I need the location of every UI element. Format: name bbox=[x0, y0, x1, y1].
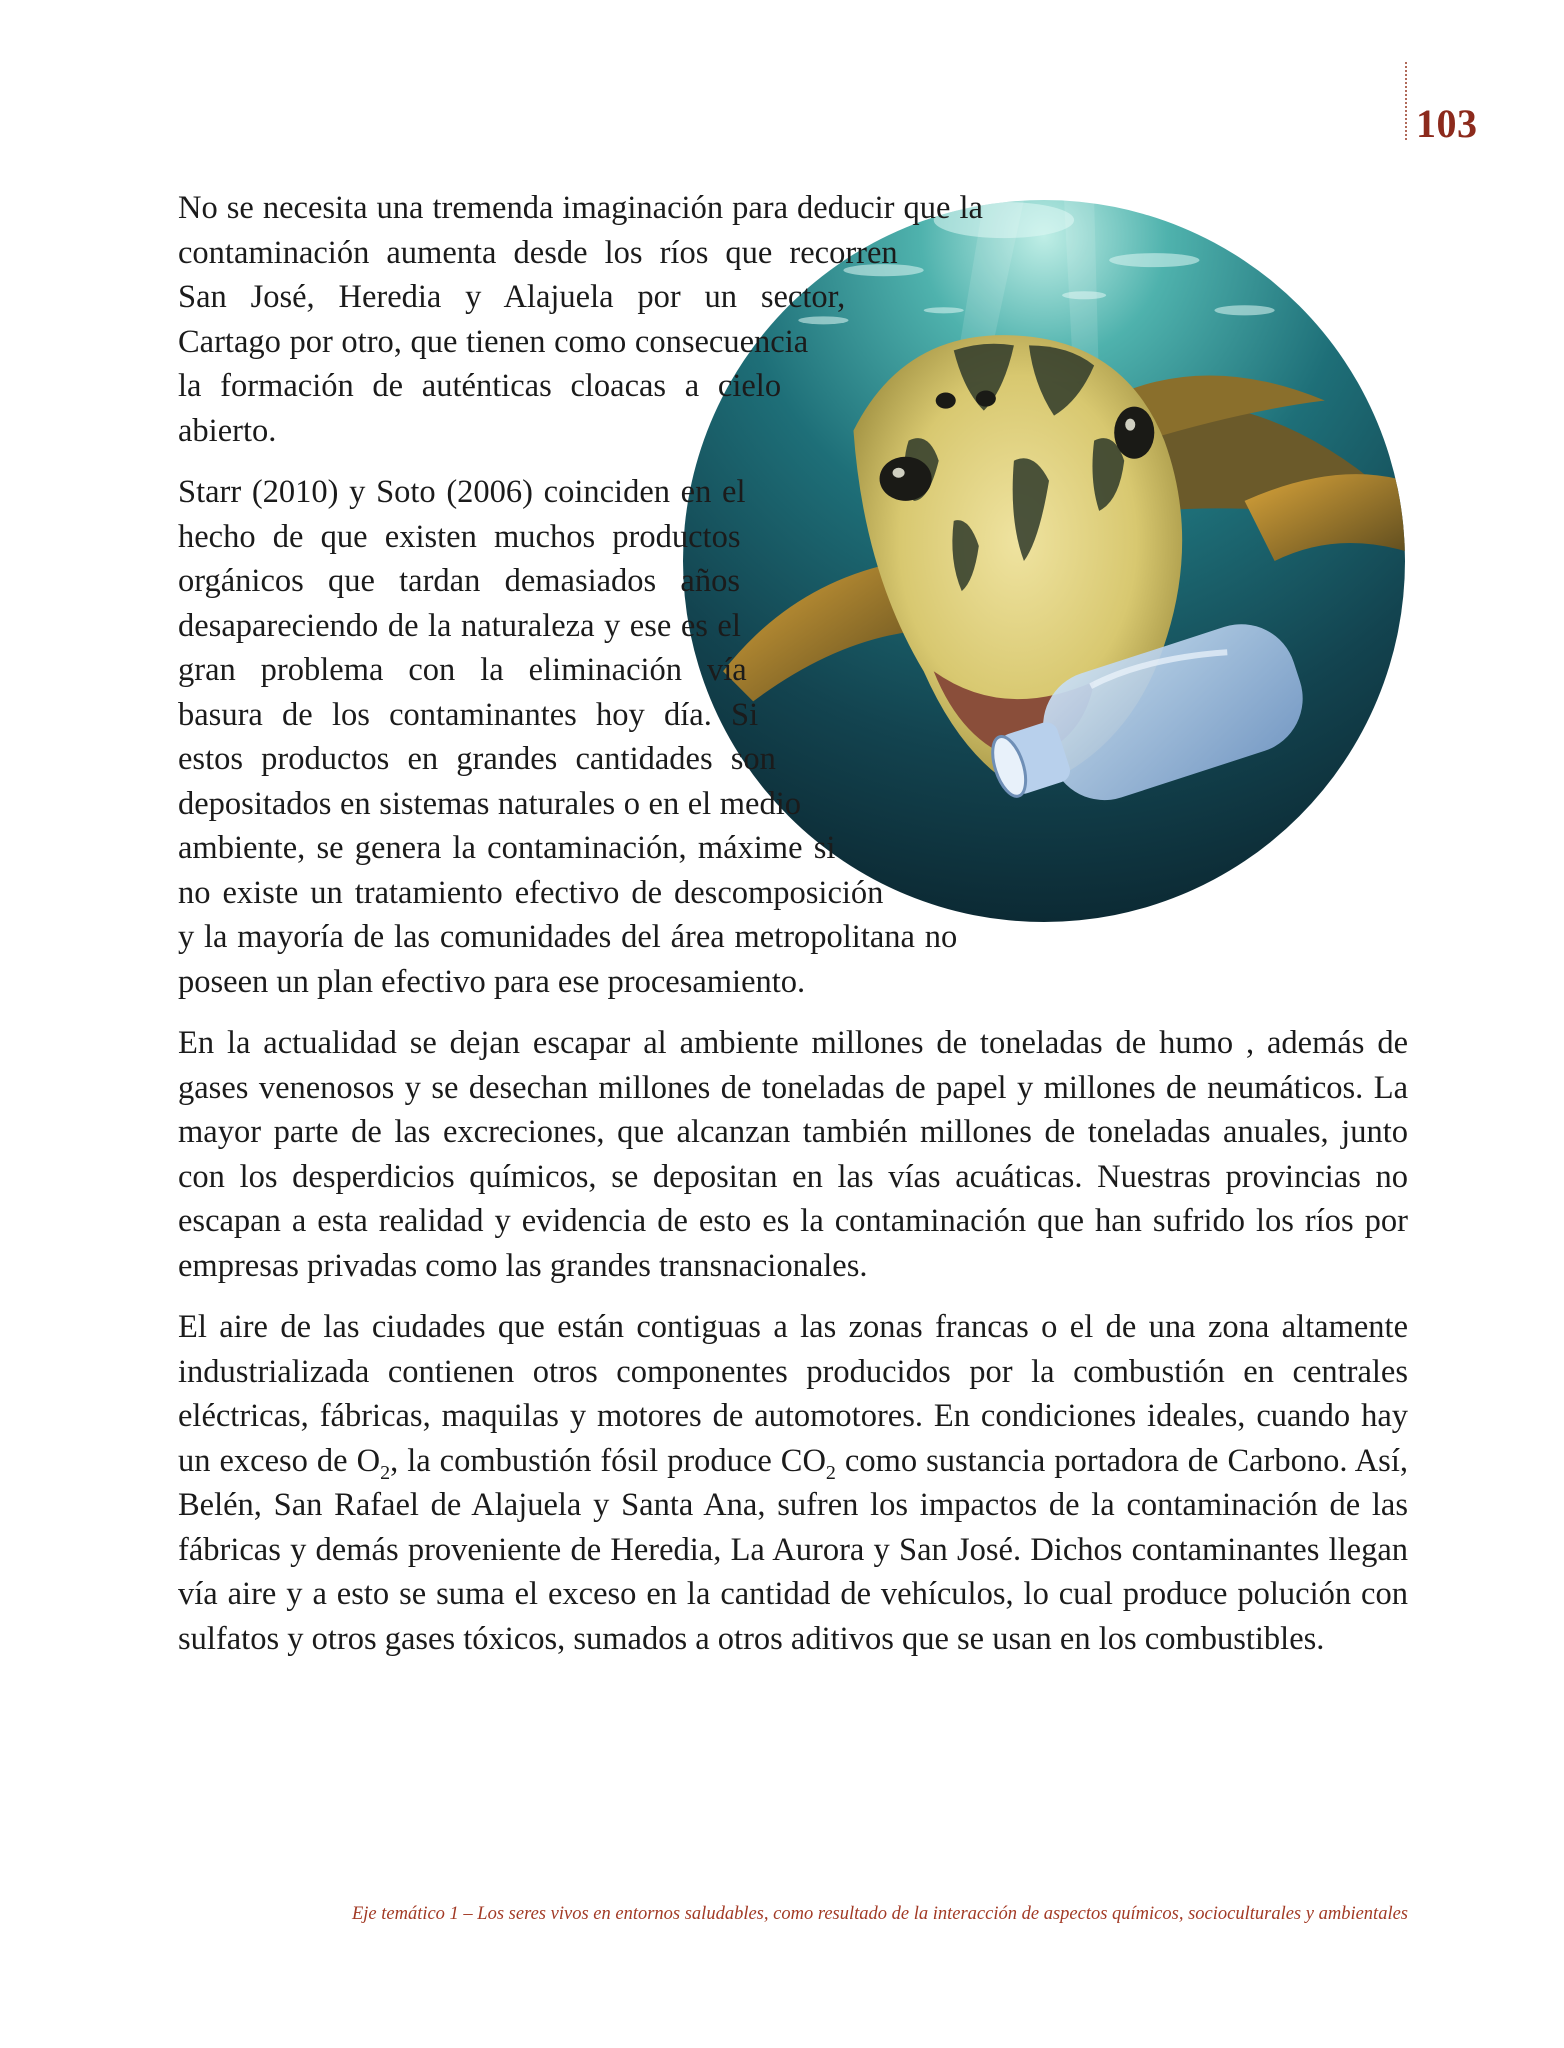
main-text bbox=[178, 186, 1408, 1678]
paragraph-1: No se necesita una tremenda imaginación para deducir que la contaminación aumenta desde los ríos que recorren San José, Heredia y Alajuela por un sector, Cartago por otro, que tienen como consecuencia la formación de auténticas cloacas a cielo abierto. bbox=[178, 190, 983, 449]
paragraph-4-part-1: El aire de las ciudades que están contiguas a las zonas francas o el de una zona altamente industrializada contienen otros componentes producidos por la combustión en centrales eléctricas, fábricas, maquilas y motores de automotores. En condiciones ideales, cuando hay un exceso de O bbox=[178, 1309, 1408, 1479]
co2-subscript: 2 bbox=[825, 1461, 836, 1484]
page-number-divider bbox=[1405, 62, 1407, 140]
paragraph-4-part-3: como sustancia portadora de Carbono. Así, Belén, San Rafael de Alajuela y Santa Ana, sufren los impactos de la contaminación de las fábricas y demás proveniente de Heredia, La Aurora y San José. Dichos contaminantes llegan vía aire y a esto se suma el exceso en la cantidad de vehículos, lo cual produce polución con sulfatos y otros gases tóxicos, sumados a otros aditivos que se usan en los combustibles. bbox=[178, 1442, 1408, 1657]
footer-caption: Eje temático 1 – Los seres vivos en entornos saludables, como resultado de la interacción de aspectos químicos, socioculturales y ambientales bbox=[351, 1904, 1408, 1924]
paragraph-3: En la actualidad se dejan escapar al ambiente millones de toneladas de humo , además de gases venenosos y se desechan millones de toneladas de papel y millones de neumáticos. La mayor parte de las excreciones, que alcanzan también millones de toneladas anuales, junto con los desperdicios químicos, se depositan en las vías acuáticas. Nuestras provincias no escapan a esta realidad y evidencia de esto es la contaminación que han sufrido los ríos por empresas privadas como las grandes transnacionales. bbox=[178, 1025, 1408, 1284]
paragraph-4 bbox=[178, 1305, 1408, 1661]
oxygen-subscript: 2 bbox=[380, 1461, 391, 1484]
paragraph-4-part-2: , la combustión fósil produce CO bbox=[390, 1442, 826, 1479]
paragraph-2: Starr (2010) y Soto (2006) coinciden en el hecho de que existen muchos productos orgánicos que tardan demasiados años desapareciendo de la naturaleza y ese es el gran problema con la eliminación vía basura de los contaminantes hoy día. Si estos productos en grandes cantidades son depositados en sistemas naturales o en el medio ambiente, se genera la contaminación, máxime si no existe un tratamiento efectivo de descomposición y la mayoría de las comunidades del área metropolitana no poseen un plan efectivo para ese procesamiento. bbox=[178, 474, 958, 1000]
page-number: 103 bbox=[1416, 101, 1478, 146]
